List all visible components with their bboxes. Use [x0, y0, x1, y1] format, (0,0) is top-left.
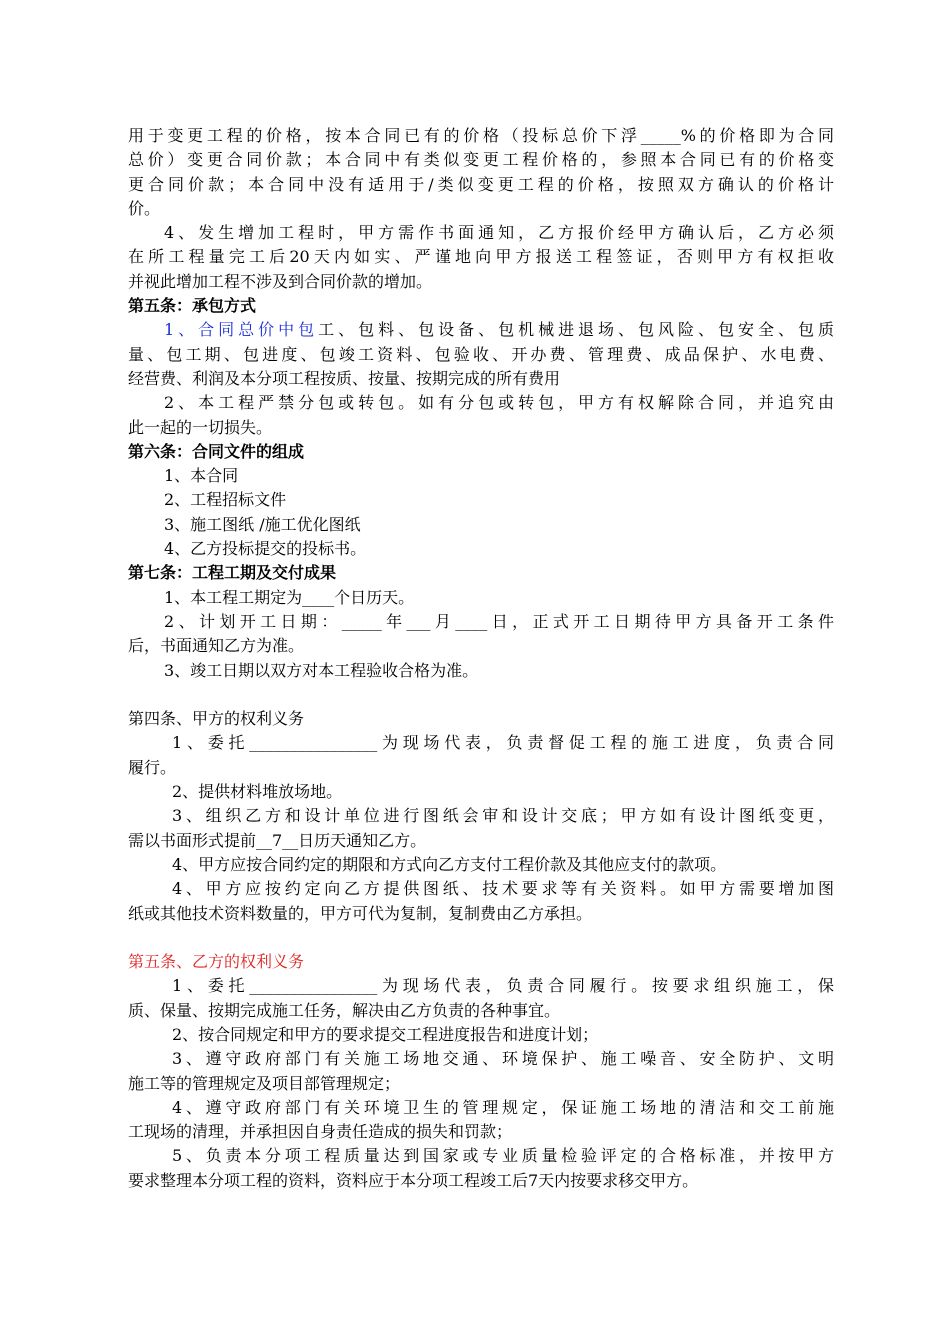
- text-line: [128, 877, 834, 901]
- text-line: [128, 318, 834, 342]
- section-heading: [128, 294, 834, 318]
- text-line: [128, 391, 834, 415]
- highlighted-text: 1、合同总价中包: [164, 320, 319, 340]
- line-text: 1、本工程工期定为____个日历天。: [164, 587, 415, 607]
- line-text: 第七条：工程工期及交付成果: [128, 563, 337, 583]
- text-line: [128, 1096, 834, 1120]
- line-text: 3、竣工日期以双方对本工程验收合格为准。: [164, 660, 479, 680]
- line-text: 纸或其他技术资料数量的，甲方可代为复制，复制费由乙方承担。: [128, 903, 593, 923]
- line-text: 用于变更工程的价格，按本合同已有的价格（投标总价下浮_____%的价格即为合同: [128, 126, 834, 145]
- section-heading: [128, 950, 834, 974]
- text-line: [128, 756, 834, 780]
- line-text: 总价）变更合同价款；本合同中有类似变更工程价格的，参照本合同已有的价格变: [128, 150, 834, 170]
- line-text: 4、遵守政府部门有关环境卫生的管理规定，保证施工场地的清洁和交工前施: [172, 1097, 834, 1117]
- line-text: 履行。: [128, 757, 177, 777]
- line-text: 4、发生增加工程时，甲方需作书面通知，乙方报价经甲方确认后，乙方必须: [164, 223, 834, 243]
- text-line: [128, 513, 834, 537]
- line-text: 2、本工程严禁分包或转包。如有分包或转包，甲方有权解除合同，并追究由: [164, 393, 834, 413]
- text-line: [128, 853, 834, 877]
- text-line: [128, 780, 834, 804]
- line-text: 1、委托________________为现场代表，负责合同履行。按要求组织施工，保: [172, 976, 834, 996]
- line-text: 3、施工图纸 /施工优化图纸: [164, 514, 361, 534]
- line-text: 后，书面通知乙方为准。: [128, 636, 305, 656]
- text-line: [128, 1169, 834, 1193]
- section-heading: [128, 561, 834, 585]
- line-text: 经营费、利润及本分项工程按质、按量、按期完成的所有费用: [128, 368, 561, 388]
- line-text: 第六条：合同文件的组成: [128, 441, 305, 461]
- line-text: 并视此增加工程不涉及到合同价款的增加。: [128, 271, 433, 291]
- line-text: 4、甲方应按合同约定的期限和方式向乙方支付工程价款及其他应支付的款项。: [172, 854, 727, 874]
- line-text: 1、本合同: [164, 466, 239, 486]
- line-text: 在所工程量完工后20天内如实、严谨地向甲方报送工程签证，否则甲方有权拒收: [128, 247, 834, 267]
- document-body: [128, 124, 834, 1193]
- line-text: 5、负责本分项工程质量达到国家或专业质量检验评定的合格标准，并按甲方: [172, 1146, 834, 1166]
- text-line: [128, 343, 834, 367]
- line-text: 量、包工期、包进度、包竣工资料、包验收、开办费、管理费、成品保护、水电费、: [128, 344, 834, 364]
- line-text: 工现场的清理，并承担因自身责任造成的损失和罚款；: [128, 1122, 513, 1142]
- line-text: 2、提供材料堆放场地。: [172, 782, 343, 802]
- text-line: [128, 1120, 834, 1144]
- line-text: 工、包料、包设备、包机械进退场、包风险、包安全、包质: [318, 320, 834, 340]
- line-text: 质、保量、按期完成施工任务，解决由乙方负责的各种事宜。: [128, 1000, 561, 1020]
- text-line: [128, 804, 834, 828]
- text-line: [128, 488, 834, 512]
- text-line: [128, 148, 834, 172]
- text-line: [128, 270, 834, 294]
- line-text: 要求整理本分项工程的资料，资料应于本分项工程竣工后7天内按要求移交甲方。: [128, 1170, 699, 1190]
- text-line: [128, 245, 834, 269]
- line-text: 施工等的管理规定及项目部管理规定；: [128, 1073, 401, 1093]
- line-text: 3、组织乙方和设计单位进行图纸会审和设计交底；甲方如有设计图纸变更，: [172, 806, 834, 826]
- line-text: 第五条：承包方式: [128, 296, 257, 316]
- line-text: 1、委托________________为现场代表，负责督促工程的施工进度，负责合同: [172, 733, 834, 753]
- text-line: [128, 173, 834, 197]
- text-line: [128, 124, 834, 148]
- text-line: [128, 586, 834, 610]
- text-line: [128, 902, 834, 926]
- line-text: 第五条、乙方的权利义务: [128, 952, 305, 972]
- text-line: [128, 1023, 834, 1047]
- text-line: [128, 416, 834, 440]
- text-line: [128, 731, 834, 755]
- line-text: 2、按合同规定和甲方的要求提交工程进度报告和进度计划；: [172, 1024, 599, 1044]
- text-line: [128, 974, 834, 998]
- section-heading: [128, 707, 834, 731]
- text-line: [128, 221, 834, 245]
- line-text: 2、工程招标文件: [164, 490, 287, 510]
- text-line: [128, 610, 834, 634]
- line-text: 4、乙方投标提交的投标书。: [164, 539, 367, 559]
- line-text: 4、甲方应按约定向乙方提供图纸、技术要求等有关资料。如甲方需要增加图: [172, 879, 834, 899]
- text-line: [128, 1144, 834, 1168]
- line-text: 需以书面形式提前__7__日历天通知乙方。: [128, 830, 427, 850]
- text-line: [128, 659, 834, 683]
- section-heading: [128, 440, 834, 464]
- blank-line: [128, 926, 834, 950]
- line-text: 价。: [128, 198, 161, 218]
- line-text: 此一起的一切损失。: [128, 417, 273, 437]
- text-line: [128, 1072, 834, 1096]
- text-line: [128, 829, 834, 853]
- line-text: 更合同价款；本合同中没有适用于/类似变更工程的价格，按照双方确认的价格计: [128, 174, 834, 194]
- line-text: 第四条、甲方的权利义务: [128, 709, 305, 729]
- text-line: [128, 367, 834, 391]
- line-text: 3、遵守政府部门有关施工场地交通、环境保护、施工噪音、安全防护、文明: [172, 1049, 834, 1069]
- text-line: [128, 197, 834, 221]
- text-line: [128, 464, 834, 488]
- text-line: [128, 634, 834, 658]
- text-line: [128, 1047, 834, 1071]
- blank-line: [128, 683, 834, 707]
- text-line: [128, 999, 834, 1023]
- line-text: 2、计划开工日期：_____年___月____日，正式开工日期待甲方具备开工条件: [164, 611, 834, 631]
- text-line: [128, 537, 834, 561]
